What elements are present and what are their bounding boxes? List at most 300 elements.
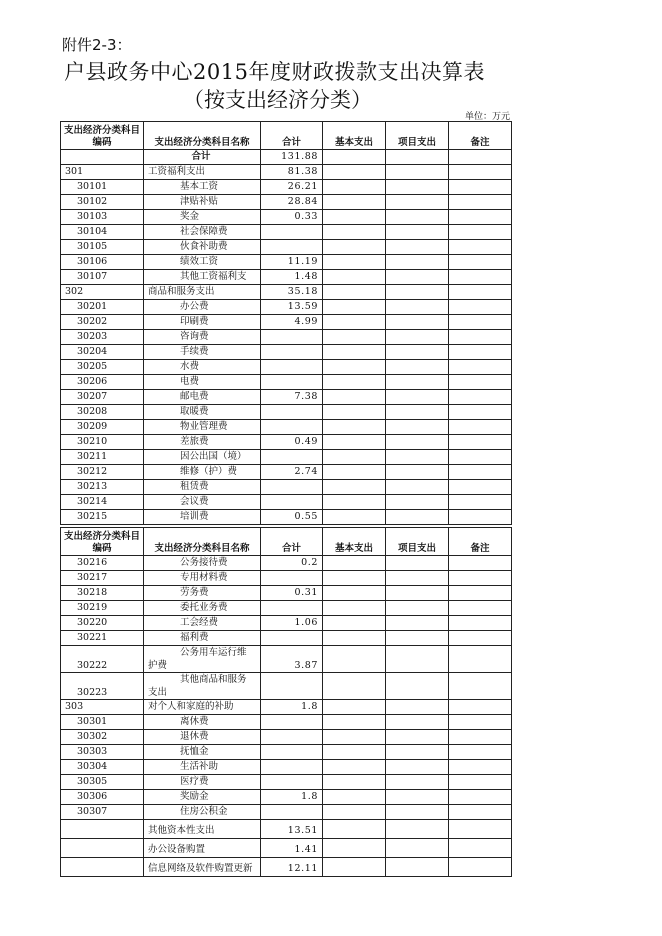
- table-row: [61, 673, 512, 700]
- row-note: [449, 435, 512, 450]
- row-note: [449, 601, 512, 616]
- table-row: [61, 571, 512, 586]
- row-code: 30306: [61, 790, 144, 805]
- row-note: [449, 390, 512, 405]
- row-name: 物业管理费: [144, 420, 261, 435]
- row-project: [386, 556, 449, 571]
- table-row: [61, 360, 512, 375]
- row-note: [449, 330, 512, 345]
- header-basic: 基本支出: [323, 122, 386, 150]
- row-code: 30216: [61, 556, 144, 571]
- row-project: [386, 601, 449, 616]
- row-total: 4.99: [261, 315, 323, 330]
- row-code: 30208: [61, 405, 144, 420]
- row-basic: [323, 165, 386, 180]
- row-basic: [323, 210, 386, 225]
- header-basic: 基本支出: [323, 528, 386, 556]
- row-project: [386, 165, 449, 180]
- row-basic: [323, 345, 386, 360]
- row-name: 生活补助: [144, 760, 261, 775]
- row-basic: [323, 405, 386, 420]
- row-code: 30204: [61, 345, 144, 360]
- row-project: [386, 465, 449, 480]
- row-name: 奖金: [144, 210, 261, 225]
- header-code: 支出经济分类科目编码: [61, 528, 144, 556]
- row-note: [449, 180, 512, 195]
- total-note: [449, 150, 512, 165]
- row-note: [449, 646, 512, 673]
- table-row: [61, 480, 512, 495]
- row-code: 30221: [61, 631, 144, 646]
- row-code: [61, 820, 144, 839]
- row-project: [386, 646, 449, 673]
- row-code: [61, 858, 144, 877]
- row-project: [386, 225, 449, 240]
- page-title: 户县政务中心2015年度财政拨款支出决算表: [64, 60, 485, 84]
- table-row: [61, 465, 512, 480]
- expenditure-table-part2: [60, 527, 512, 877]
- row-project: [386, 180, 449, 195]
- table-row: [61, 270, 512, 285]
- row-total: [261, 375, 323, 390]
- row-name: 劳务费: [144, 586, 261, 601]
- row-code: 30104: [61, 225, 144, 240]
- table-row: [61, 715, 512, 730]
- row-basic: [323, 601, 386, 616]
- row-name: 其他资本性支出: [144, 820, 261, 839]
- table-row: [61, 255, 512, 270]
- table-row: [61, 435, 512, 450]
- row-note: [449, 285, 512, 300]
- row-basic: [323, 390, 386, 405]
- table-row: [61, 315, 512, 330]
- table-row: [61, 345, 512, 360]
- row-project: [386, 790, 449, 805]
- row-project: [386, 345, 449, 360]
- row-code: [61, 839, 144, 858]
- row-name: 绩效工资: [144, 255, 261, 270]
- table-row: [61, 420, 512, 435]
- row-name: 水费: [144, 360, 261, 375]
- row-basic: [323, 700, 386, 715]
- row-note: [449, 420, 512, 435]
- row-total: 0.55: [261, 510, 323, 525]
- row-basic: [323, 225, 386, 240]
- table-row: [61, 510, 512, 525]
- row-basic: [323, 285, 386, 300]
- row-code: 30106: [61, 255, 144, 270]
- row-total: 11.19: [261, 255, 323, 270]
- row-note: [449, 300, 512, 315]
- row-total: 0.49: [261, 435, 323, 450]
- row-code: 30202: [61, 315, 144, 330]
- row-basic: [323, 616, 386, 631]
- row-code: 303: [61, 700, 144, 715]
- total-label: 合计: [144, 150, 261, 165]
- row-basic: [323, 858, 386, 877]
- row-project: [386, 285, 449, 300]
- row-total: [261, 330, 323, 345]
- table-row: [61, 450, 512, 465]
- row-project: [386, 255, 449, 270]
- row-code: 30213: [61, 480, 144, 495]
- row-project: [386, 631, 449, 646]
- row-note: [449, 315, 512, 330]
- row-code: 30103: [61, 210, 144, 225]
- row-code: 302: [61, 285, 144, 300]
- table-row: [61, 225, 512, 240]
- row-total: 1.8: [261, 790, 323, 805]
- row-project: [386, 405, 449, 420]
- row-project: [386, 435, 449, 450]
- row-name: 商品和服务支出: [144, 285, 261, 300]
- row-name: [144, 673, 261, 700]
- row-note: [449, 270, 512, 285]
- row-total: [261, 673, 323, 700]
- table-row: [61, 858, 512, 877]
- row-basic: [323, 805, 386, 820]
- row-project: [386, 300, 449, 315]
- row-basic: [323, 646, 386, 673]
- row-code: 30102: [61, 195, 144, 210]
- row-code: 30217: [61, 571, 144, 586]
- row-name: 办公费: [144, 300, 261, 315]
- row-note: [449, 820, 512, 839]
- row-name: 离休费: [144, 715, 261, 730]
- row-project: [386, 495, 449, 510]
- row-note: [449, 255, 512, 270]
- row-name: 会议费: [144, 495, 261, 510]
- row-note: [449, 700, 512, 715]
- row-basic: [323, 375, 386, 390]
- row-basic: [323, 760, 386, 775]
- row-note: [449, 760, 512, 775]
- table-row: [61, 165, 512, 180]
- row-note: [449, 571, 512, 586]
- row-code: 30205: [61, 360, 144, 375]
- row-name: 办公设备购置: [144, 839, 261, 858]
- row-project: [386, 730, 449, 745]
- row-basic: [323, 255, 386, 270]
- table-row: [61, 646, 512, 673]
- row-basic: [323, 480, 386, 495]
- table-row: [61, 495, 512, 510]
- row-total: 13.59: [261, 300, 323, 315]
- row-total: 35.18: [261, 285, 323, 300]
- row-name: 对个人和家庭的补助: [144, 700, 261, 715]
- row-name: 退休费: [144, 730, 261, 745]
- total-basic: [323, 150, 386, 165]
- row-name: 信息网络及软件购置更新: [144, 858, 261, 877]
- table-row: [61, 730, 512, 745]
- row-name: 取暖费: [144, 405, 261, 420]
- row-name: 印刷费: [144, 315, 261, 330]
- row-project: [386, 760, 449, 775]
- row-note: [449, 858, 512, 877]
- row-project: [386, 586, 449, 601]
- expenditure-table-part1: [60, 121, 512, 525]
- total-project: [386, 150, 449, 165]
- header-name: 支出经济分类科目名称: [144, 528, 261, 556]
- row-note: [449, 556, 512, 571]
- row-basic: [323, 180, 386, 195]
- header-total: 合计: [261, 122, 323, 150]
- row-total: 1.06: [261, 616, 323, 631]
- row-name: 因公出国（境）: [144, 450, 261, 465]
- row-project: [386, 858, 449, 877]
- row-code: 30214: [61, 495, 144, 510]
- row-total: 26.21: [261, 180, 323, 195]
- row-name: 医疗费: [144, 775, 261, 790]
- row-project: [386, 715, 449, 730]
- row-name: 福利费: [144, 631, 261, 646]
- row-basic: [323, 270, 386, 285]
- table-row: [61, 195, 512, 210]
- table-row: [61, 240, 512, 255]
- table-row: [61, 556, 512, 571]
- row-basic: [323, 510, 386, 525]
- row-code: 30101: [61, 180, 144, 195]
- row-basic: [323, 195, 386, 210]
- table-row: [61, 210, 512, 225]
- row-total: 1.48: [261, 270, 323, 285]
- row-project: [386, 571, 449, 586]
- table-row: [61, 390, 512, 405]
- table-row: [61, 616, 512, 631]
- row-total: [261, 805, 323, 820]
- row-note: [449, 210, 512, 225]
- row-project: [386, 745, 449, 760]
- row-basic: [323, 839, 386, 858]
- row-total: [261, 495, 323, 510]
- row-total: [261, 775, 323, 790]
- row-note: [449, 805, 512, 820]
- table-row: [61, 601, 512, 616]
- row-project: [386, 820, 449, 839]
- row-project: [386, 315, 449, 330]
- row-project: [386, 616, 449, 631]
- row-total: [261, 225, 323, 240]
- row-basic: [323, 673, 386, 700]
- row-project: [386, 480, 449, 495]
- row-project: [386, 839, 449, 858]
- row-name: 手续费: [144, 345, 261, 360]
- row-project: [386, 390, 449, 405]
- row-name: [144, 646, 261, 673]
- row-code: 30107: [61, 270, 144, 285]
- row-basic: [323, 315, 386, 330]
- row-basic: [323, 360, 386, 375]
- row-name: 奖励金: [144, 790, 261, 805]
- row-total: 1.8: [261, 700, 323, 715]
- row-note: [449, 360, 512, 375]
- row-total: [261, 601, 323, 616]
- row-total: 7.38: [261, 390, 323, 405]
- row-code: 30206: [61, 375, 144, 390]
- row-note: [449, 225, 512, 240]
- row-note: [449, 775, 512, 790]
- row-code: 30203: [61, 330, 144, 345]
- row-name: 咨询费: [144, 330, 261, 345]
- row-project: [386, 330, 449, 345]
- row-code: 30211: [61, 450, 144, 465]
- row-total: 2.74: [261, 465, 323, 480]
- row-note: [449, 405, 512, 420]
- row-basic: [323, 571, 386, 586]
- table-row: [61, 820, 512, 839]
- table-row: [61, 330, 512, 345]
- table-row: [61, 375, 512, 390]
- row-code: 30301: [61, 715, 144, 730]
- row-project: [386, 270, 449, 285]
- row-code: 30201: [61, 300, 144, 315]
- row-name: 公务接待费: [144, 556, 261, 571]
- row-basic: [323, 556, 386, 571]
- row-basic: [323, 745, 386, 760]
- row-name: 邮电费: [144, 390, 261, 405]
- row-note: [449, 465, 512, 480]
- table-row: [61, 180, 512, 195]
- row-total: [261, 360, 323, 375]
- row-basic: [323, 450, 386, 465]
- row-name-line1: 公务用车运行维: [180, 647, 247, 658]
- row-code: 30218: [61, 586, 144, 601]
- row-total: 28.84: [261, 195, 323, 210]
- row-code: 30222: [61, 646, 144, 673]
- row-code: 30215: [61, 510, 144, 525]
- row-basic: [323, 586, 386, 601]
- row-basic: [323, 631, 386, 646]
- row-total: 0.31: [261, 586, 323, 601]
- row-code: 30302: [61, 730, 144, 745]
- row-basic: [323, 495, 386, 510]
- table-row: [61, 586, 512, 601]
- header-total: 合计: [261, 528, 323, 556]
- row-project: [386, 805, 449, 820]
- row-code: 30305: [61, 775, 144, 790]
- row-code: 30105: [61, 240, 144, 255]
- row-project: [386, 240, 449, 255]
- row-name: 专用材料费: [144, 571, 261, 586]
- row-basic: [323, 465, 386, 480]
- table-row: [61, 631, 512, 646]
- row-total: 1.41: [261, 839, 323, 858]
- table-row: [61, 285, 512, 300]
- table-row: [61, 745, 512, 760]
- row-basic: [323, 715, 386, 730]
- row-basic: [323, 420, 386, 435]
- row-basic: [323, 300, 386, 315]
- row-note: [449, 345, 512, 360]
- row-total: [261, 420, 323, 435]
- row-total: 0.33: [261, 210, 323, 225]
- row-total: [261, 760, 323, 775]
- table-row: [61, 805, 512, 820]
- row-total: [261, 345, 323, 360]
- row-basic: [323, 730, 386, 745]
- row-project: [386, 510, 449, 525]
- row-name: 维修（护）费: [144, 465, 261, 480]
- row-name-line1: 其他商品和服务: [180, 674, 247, 685]
- row-note: [449, 745, 512, 760]
- row-total: 3.87: [261, 646, 323, 673]
- row-note: [449, 195, 512, 210]
- row-code: 30219: [61, 601, 144, 616]
- row-name: 委托业务费: [144, 601, 261, 616]
- table-row: [61, 300, 512, 315]
- row-code: 30212: [61, 465, 144, 480]
- table-row: [61, 839, 512, 858]
- row-total: [261, 631, 323, 646]
- row-project: [386, 450, 449, 465]
- row-name-line2: 支出: [148, 687, 168, 698]
- row-basic: [323, 820, 386, 839]
- row-total: [261, 405, 323, 420]
- header-project: 项目支出: [386, 528, 449, 556]
- row-total: 12.11: [261, 858, 323, 877]
- row-code: 30304: [61, 760, 144, 775]
- row-name: 差旅费: [144, 435, 261, 450]
- row-total: [261, 745, 323, 760]
- row-name-line2: 护费: [148, 660, 168, 671]
- row-note: [449, 240, 512, 255]
- row-code: 30223: [61, 673, 144, 700]
- header-project: 项目支出: [386, 122, 449, 150]
- row-note: [449, 715, 512, 730]
- row-total: 13.51: [261, 820, 323, 839]
- row-note: [449, 450, 512, 465]
- row-name: 住房公积金: [144, 805, 261, 820]
- table-header: [61, 122, 512, 150]
- row-note: [449, 673, 512, 700]
- attachment-label: 附件2-3：: [62, 36, 132, 54]
- row-note: [449, 790, 512, 805]
- table-row: [61, 775, 512, 790]
- row-project: [386, 210, 449, 225]
- row-basic: [323, 435, 386, 450]
- row-name: 培训费: [144, 510, 261, 525]
- row-name: 抚恤金: [144, 745, 261, 760]
- header-note: 备注: [449, 528, 512, 556]
- page-subtitle: （按支出经济分类）: [183, 88, 372, 112]
- row-project: [386, 360, 449, 375]
- row-note: [449, 495, 512, 510]
- total-value: 131.88: [261, 150, 323, 165]
- total-code: [61, 150, 144, 165]
- row-note: [449, 586, 512, 601]
- row-total: 81.38: [261, 165, 323, 180]
- row-name: 社会保障费: [144, 225, 261, 240]
- unit-label: 单位：万元: [464, 112, 510, 122]
- row-name: 工会经费: [144, 616, 261, 631]
- table-row: [61, 405, 512, 420]
- row-name: 电费: [144, 375, 261, 390]
- row-code: 301: [61, 165, 144, 180]
- total-row: [61, 150, 512, 165]
- row-note: [449, 165, 512, 180]
- row-total: [261, 730, 323, 745]
- row-name: 租赁费: [144, 480, 261, 495]
- row-name: 基本工资: [144, 180, 261, 195]
- row-total: 0.2: [261, 556, 323, 571]
- row-total: [261, 480, 323, 495]
- row-code: 30220: [61, 616, 144, 631]
- row-project: [386, 195, 449, 210]
- header-code: 支出经济分类科目编码: [61, 122, 144, 150]
- table-header: [61, 528, 512, 556]
- row-note: [449, 375, 512, 390]
- row-name: 津贴补贴: [144, 195, 261, 210]
